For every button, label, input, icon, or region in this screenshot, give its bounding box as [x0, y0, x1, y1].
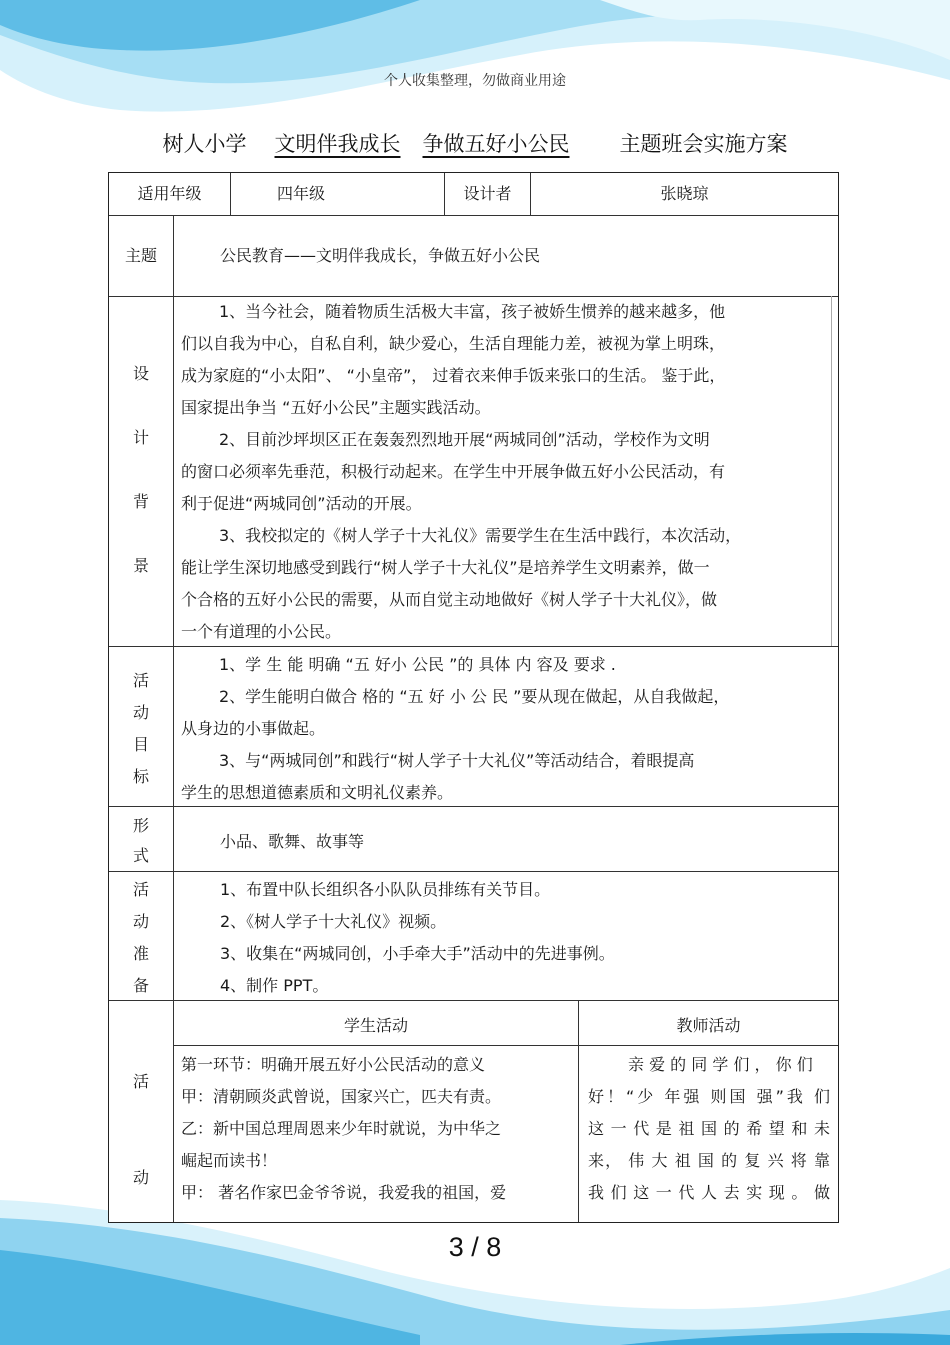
- goals-label: 活 动 目 标: [132, 671, 149, 786]
- plan-table: [108, 172, 839, 1223]
- page-title: [0, 128, 950, 158]
- teacher-activity-header: 教师活动: [676, 1016, 741, 1035]
- grade-label: 适用年级: [137, 184, 202, 203]
- theme-value: 公民教育——文明伴我成长，争做五好小公民: [220, 246, 541, 265]
- form-label: 形 式: [132, 816, 149, 865]
- goals-text: 1、学 生 能 明确 “五 好小 公民 ”的 具体 内 容及 要求 . 2、学生能明白做合 格的 “五 好 小 公 民 ”要从现在做起，从自我做起， 从身边的小事做起。 3、与“两城同创”和践行“树人学子十大礼仪”等活动结合，着眼提高 学生的思想道德素质和文明礼仪素养。: [181, 655, 730, 802]
- form-value: 小品、歌舞、故事等: [220, 832, 365, 851]
- background-label: 设 计 背 景: [132, 364, 149, 575]
- title-theme-part2: 争做五好小公民: [422, 132, 570, 156]
- student-activity-text: 第一环节：明确开展五好小公民活动的意义 甲：清朝顾炎武曾说，国家兴亡，匹夫有责。 乙：新中国总理周恩来少年时就说，为中华之 崛起而读书！ 甲： 著名作家巴金爷爷说，我爱我的祖国，爱: [181, 1055, 507, 1202]
- teacher-activity-text: 亲 爱 的 同 学 们 ， 你 们 好！“少 年强 则国 强”我 们 这 一 代 是 祖 国 的 希 望 和 未 来， 伟 大 祖 国 的 复 兴 将 靠 我 们 这 一 代 人 去 实 现 。 做: [588, 1055, 830, 1202]
- designer-label: 设计者: [463, 184, 512, 203]
- activity-label: 活 动: [132, 1072, 149, 1187]
- title-school: 树人小学: [162, 132, 247, 156]
- grade-value: 四年级: [277, 184, 326, 203]
- prep-label: 活 动 准 备: [132, 880, 149, 995]
- theme-label: 主题: [124, 246, 157, 265]
- page-number: 3 / 8: [448, 1232, 502, 1262]
- title-theme-part1: 文明伴我成长: [274, 132, 401, 156]
- prep-text: 1、布置中队长组织各小队队员排练有关节目。 2、《树人学子十大礼仪》视频。 3、收集在“两城同创，小手牵大手”活动中的先进事例。 4、制作 PPT。: [220, 880, 615, 995]
- designer-value: 张晓琼: [660, 184, 709, 203]
- watermark-text: 个人收集整理，勿做商业用途: [384, 73, 566, 89]
- title-suffix: 主题班会实施方案: [619, 132, 788, 156]
- student-activity-header: 学生活动: [343, 1016, 408, 1035]
- background-text: 1、当今社会，随着物质生活极大丰富，孩子被娇生惯养的越来越多，他 们以自我为中心，自私自利，缺少爱心，生活自理能力差，被视为掌上明珠， 成为家庭的“小太阳”、 “小皇帝”， 过着衣来伸手饭来张口的生活。 鉴于此， 国家提出争当 “五好小公民”主题实践活动。 2、目前沙坪坝区正在轰轰烈烈地开展“两城同创”活动，学校作为文明 的窗口必须率先垂范，积极行动起来。在学生中开展争做五好小公民活动，有 利于促进“两城同创”活动的开展。 3、我校拟定的《树人学子十大礼仪》需要学生在生活中践行，本次活动， 能让学生深切地感受到践行“树人学子十大礼仪”是培养学生文明素养，做一 个合格的五好小公民的需要，从而自觉主动地做好《树人学子十大礼仪》，做 一个有道理的小公民。: [181, 302, 742, 641]
